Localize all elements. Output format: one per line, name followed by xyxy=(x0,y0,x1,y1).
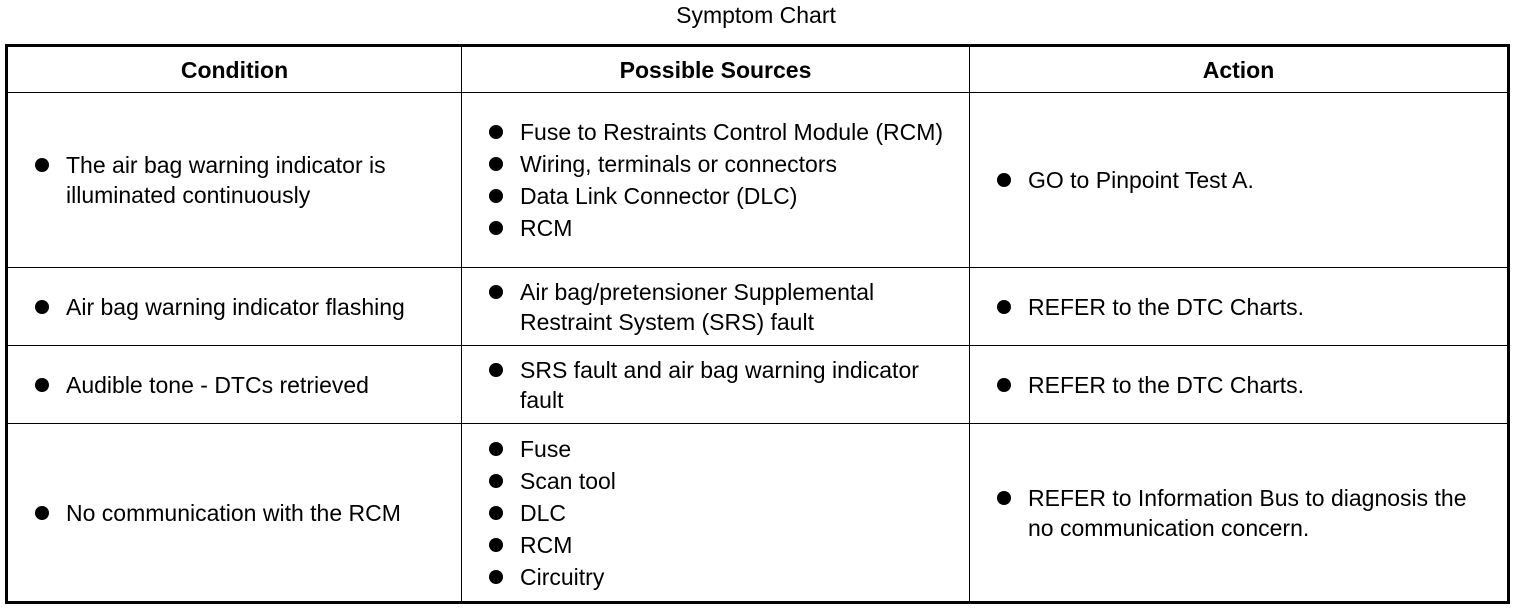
condition-cell xyxy=(7,93,462,268)
condition-text: The air bag warning indicator is illuminated continuously xyxy=(8,150,451,210)
condition-cell xyxy=(7,346,462,424)
source-item: Fuse xyxy=(462,434,959,464)
action-cell xyxy=(970,268,1509,346)
source-item: RCM xyxy=(462,530,959,560)
action-cell xyxy=(970,424,1509,603)
page-title: Symptom Chart xyxy=(676,2,836,28)
source-item: Data Link Connector (DLC) xyxy=(462,181,959,211)
table-row xyxy=(7,424,1509,603)
source-item: DLC xyxy=(462,498,959,528)
source-item: Circuitry xyxy=(462,562,959,592)
sources-cell xyxy=(462,424,970,603)
action-text: REFER to the DTC Charts. xyxy=(970,370,1497,400)
condition-cell xyxy=(7,268,462,346)
condition-text: No communication with the RCM xyxy=(8,498,451,528)
table-row xyxy=(7,346,1509,424)
source-item: Scan tool xyxy=(462,466,959,496)
action-text: REFER to Information Bus to diagnosis the no communication concern. xyxy=(970,483,1497,543)
action-text: REFER to the DTC Charts. xyxy=(970,292,1497,322)
source-item: Fuse to Restraints Control Module (RCM) xyxy=(462,117,959,147)
symptom-chart-table xyxy=(5,44,1510,604)
sources-cell xyxy=(462,346,970,424)
column-header-condition: Condition xyxy=(7,46,462,93)
action-text: GO to Pinpoint Test A. xyxy=(970,165,1497,195)
header-row xyxy=(7,46,1509,93)
source-item: Air bag/pretensioner Supplemental Restraint System (SRS) fault xyxy=(462,277,959,337)
column-header-action: Action xyxy=(970,46,1509,93)
source-item: RCM xyxy=(462,213,959,243)
table-row xyxy=(7,93,1509,268)
sources-cell xyxy=(462,93,970,268)
table-row xyxy=(7,268,1509,346)
source-item: SRS fault and air bag warning indicator fault xyxy=(462,355,959,415)
condition-text: Audible tone - DTCs retrieved xyxy=(8,370,451,400)
condition-cell xyxy=(7,424,462,603)
action-cell xyxy=(970,93,1509,268)
sources-cell xyxy=(462,268,970,346)
column-header-sources: Possible Sources xyxy=(462,46,970,93)
source-item: Wiring, terminals or connectors xyxy=(462,149,959,179)
action-cell xyxy=(970,346,1509,424)
condition-text: Air bag warning indicator flashing xyxy=(8,292,451,322)
